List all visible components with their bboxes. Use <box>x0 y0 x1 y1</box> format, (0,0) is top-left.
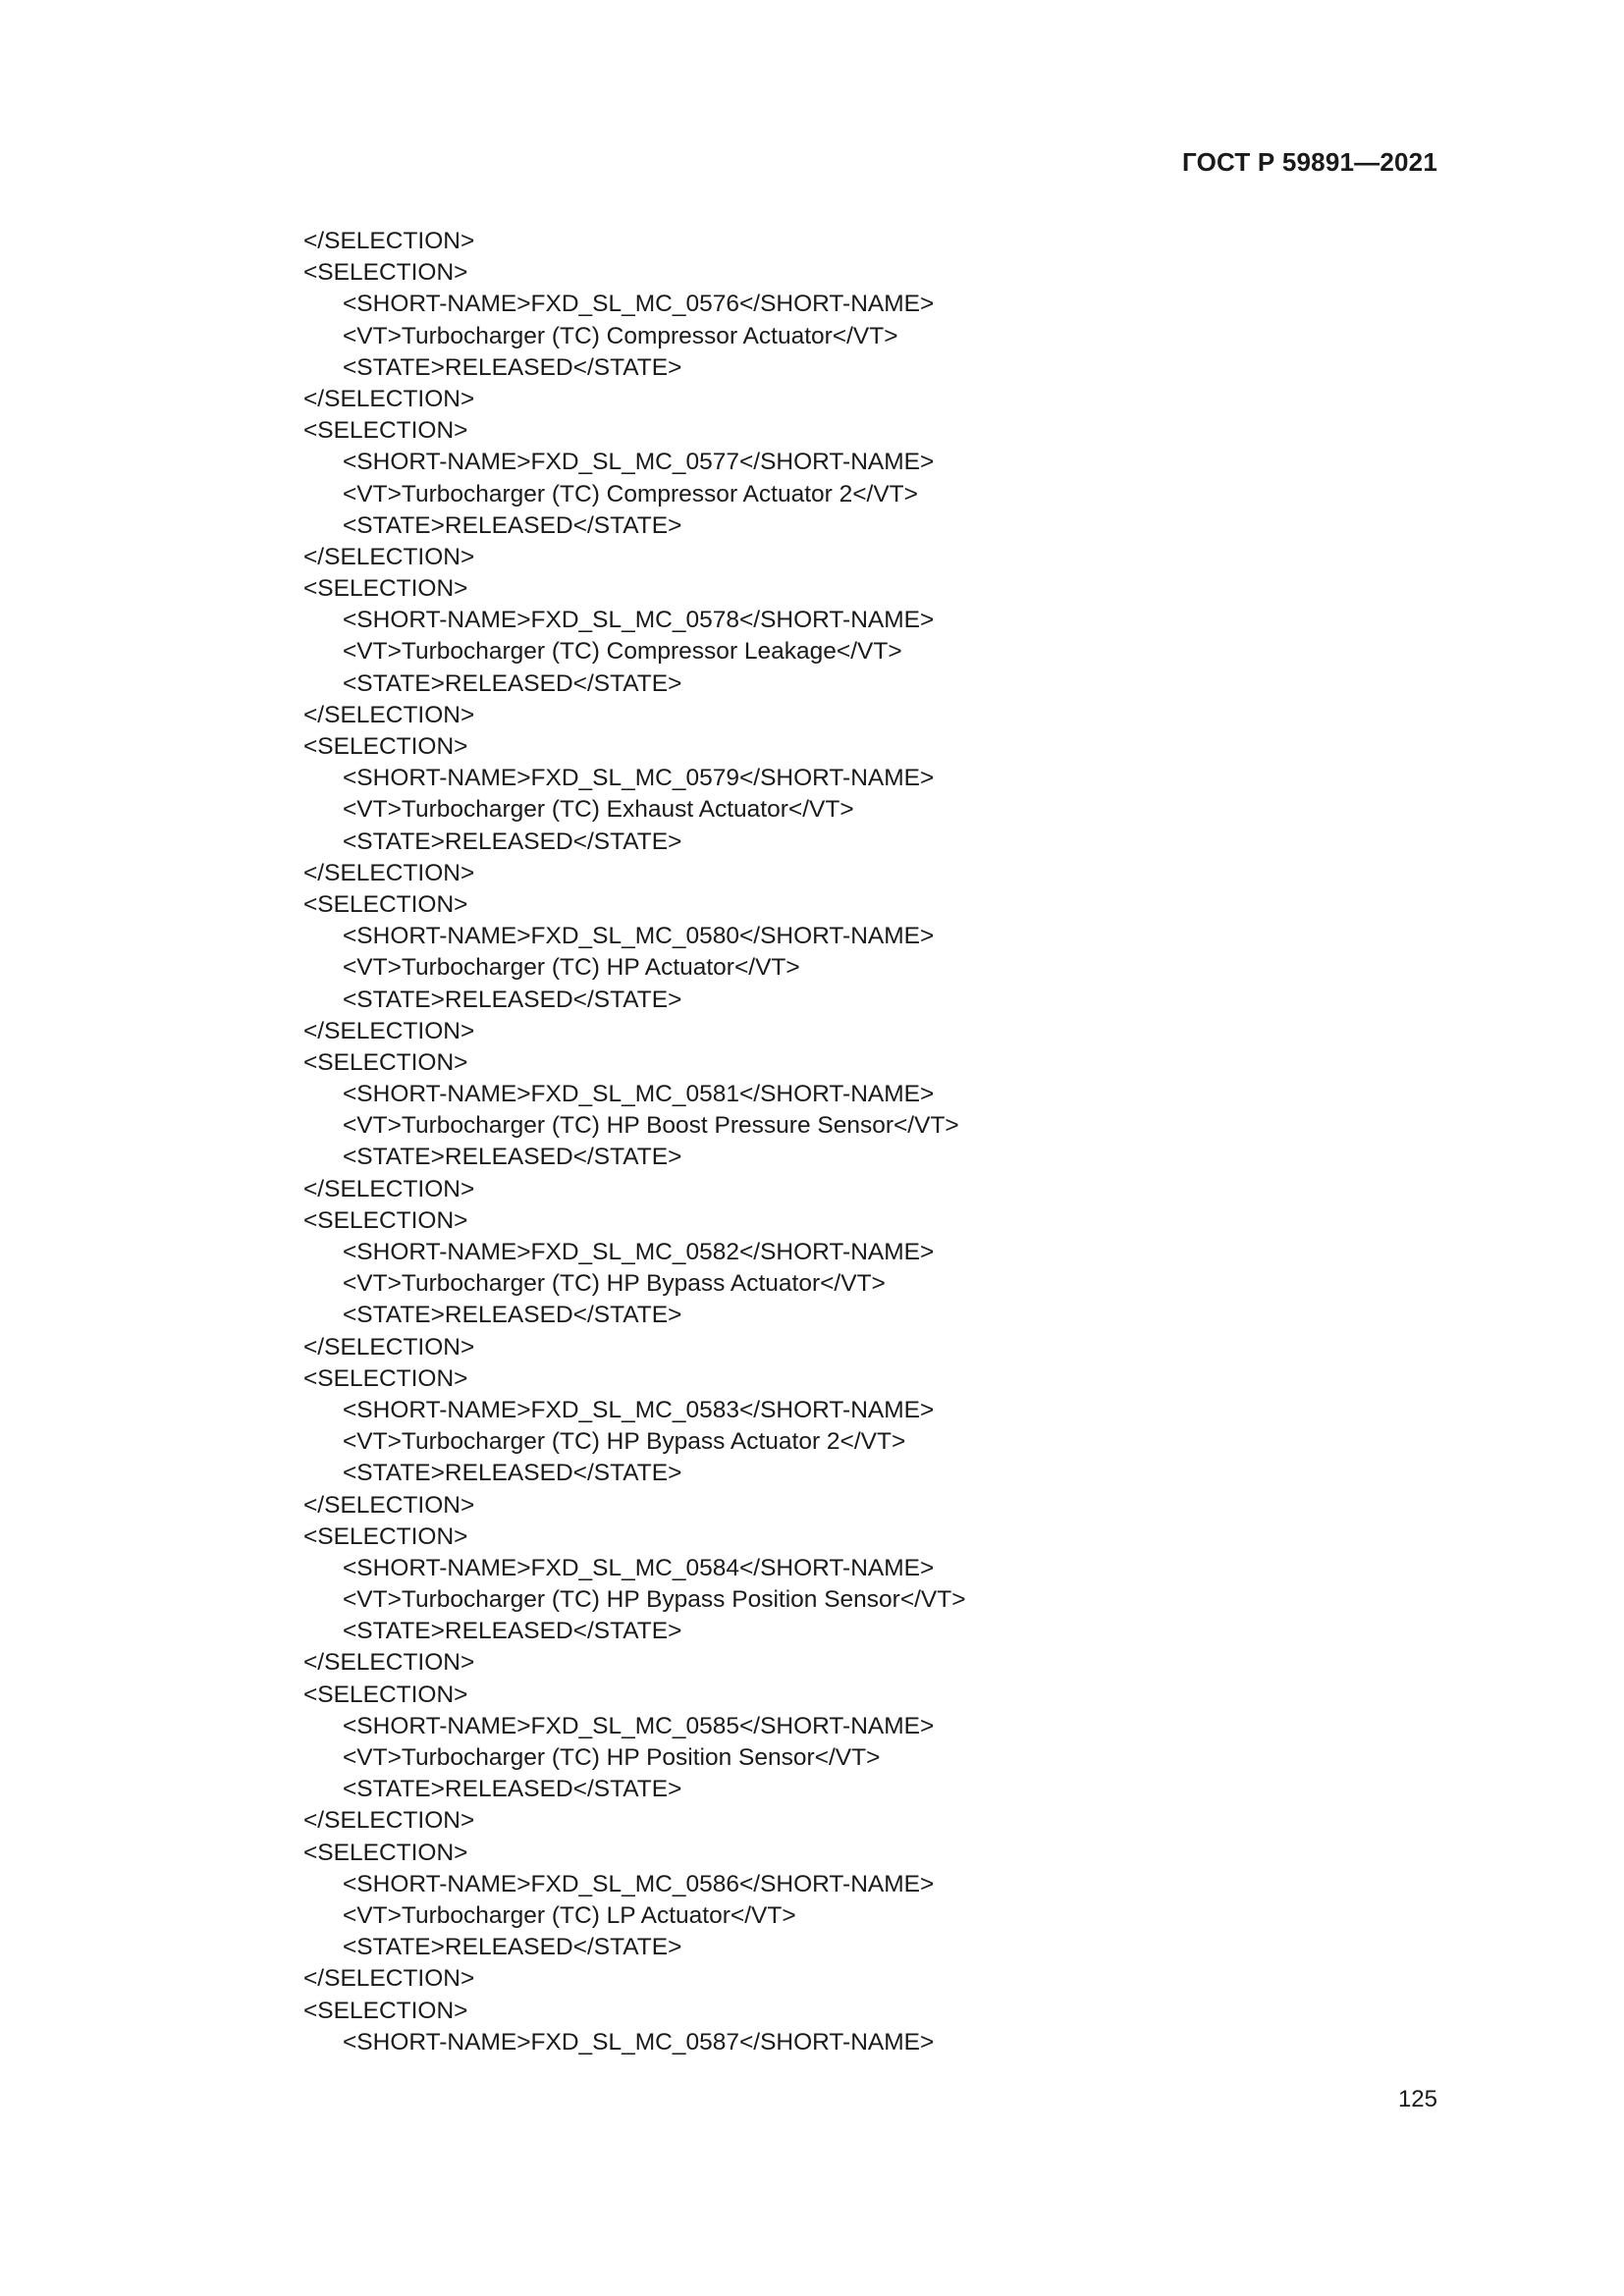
code-line: <VT>Turbocharger (TC) LP Actuator</VT> <box>343 1901 796 1929</box>
code-line: <VT>Turbocharger (TC) Compressor Leakage</VT> <box>343 638 902 666</box>
code-line: <SELECTION> <box>303 890 468 918</box>
code-line: <VT>Turbocharger (TC) HP Bypass Actuator 2</VT> <box>343 1428 906 1456</box>
code-line: </SELECTION> <box>303 1175 475 1202</box>
code-line: <SHORT-NAME>FXD_SL_MC_0584</SHORT-NAME> <box>343 1554 935 1581</box>
code-line: <STATE>RELEASED</STATE> <box>343 1618 682 1645</box>
code-line: <SHORT-NAME>FXD_SL_MC_0576</SHORT-NAME> <box>343 291 935 318</box>
code-line: <VT>Turbocharger (TC) HP Bypass Actuator</VT> <box>343 1270 886 1298</box>
code-line: </SELECTION> <box>303 1017 475 1044</box>
code-line: <SELECTION> <box>303 1206 468 1234</box>
code-line: <SHORT-NAME>FXD_SL_MC_0578</SHORT-NAME> <box>343 607 935 634</box>
code-line: </SELECTION> <box>303 1649 475 1677</box>
code-line: <SELECTION> <box>303 1364 468 1392</box>
code-line: <SHORT-NAME>FXD_SL_MC_0577</SHORT-NAME> <box>343 449 935 476</box>
code-line: <STATE>RELEASED</STATE> <box>343 1302 682 1329</box>
code-line: </SELECTION> <box>303 228 475 254</box>
code-line: <SELECTION> <box>303 417 468 445</box>
code-line: <STATE>RELEASED</STATE> <box>343 1934 682 1961</box>
code-line: <SHORT-NAME>FXD_SL_MC_0586</SHORT-NAME> <box>343 1870 935 1897</box>
code-line: </SELECTION> <box>303 385 475 412</box>
code-line: <SHORT-NAME>FXD_SL_MC_0580</SHORT-NAME> <box>343 923 935 950</box>
code-line: <SELECTION> <box>303 1048 468 1076</box>
code-line: <SHORT-NAME>FXD_SL_MC_0583</SHORT-NAME> <box>343 1396 935 1423</box>
code-line: <SELECTION> <box>303 1522 468 1550</box>
code-line: <VT>Turbocharger (TC) Compressor Actuator 2</VT> <box>343 480 918 507</box>
code-line: <SELECTION> <box>303 1997 468 2024</box>
code-line: </SELECTION> <box>303 859 475 886</box>
code-line: <SELECTION> <box>303 575 468 603</box>
code-line: <STATE>RELEASED</STATE> <box>343 1776 682 1803</box>
code-line: <SHORT-NAME>FXD_SL_MC_0582</SHORT-NAME> <box>343 1239 935 1265</box>
code-line: <VT>Turbocharger (TC) HP Position Sensor</VT> <box>343 1744 881 1771</box>
code-line: </SELECTION> <box>303 1491 475 1519</box>
code-line: <SELECTION> <box>303 1839 468 1866</box>
code-line: <VT>Turbocharger (TC) Compressor Actuator</VT> <box>343 322 898 349</box>
page-number: 125 <box>1397 2086 1437 2112</box>
code-line: </SELECTION> <box>303 543 475 570</box>
code-line: </SELECTION> <box>303 1965 475 1993</box>
code-line: <VT>Turbocharger (TC) HP Boost Pressure Sensor</VT> <box>343 1112 959 1140</box>
code-line: <STATE>RELEASED</STATE> <box>343 353 682 381</box>
code-line: <SHORT-NAME>FXD_SL_MC_0579</SHORT-NAME> <box>343 765 935 792</box>
code-line: <STATE>RELEASED</STATE> <box>343 669 682 697</box>
code-line: <SELECTION> <box>303 733 468 760</box>
code-line: <SHORT-NAME>FXD_SL_MC_0585</SHORT-NAME> <box>343 1712 935 1739</box>
xml-code-listing <box>303 226 1383 2058</box>
document-header-standard-id: ГОСТ Р 59891—2021 <box>1182 147 1437 177</box>
code-line: <VT>Turbocharger (TC) Exhaust Actuator</VT> <box>343 796 854 824</box>
code-line: <STATE>RELEASED</STATE> <box>343 511 682 539</box>
code-line: </SELECTION> <box>303 1333 475 1361</box>
code-line: <SHORT-NAME>FXD_SL_MC_0587</SHORT-NAME> <box>343 2028 935 2056</box>
code-line: <VT>Turbocharger (TC) HP Actuator</VT> <box>343 954 800 982</box>
code-line: <STATE>RELEASED</STATE> <box>343 1144 682 1171</box>
code-line: <STATE>RELEASED</STATE> <box>343 1460 682 1487</box>
code-line: <STATE>RELEASED</STATE> <box>343 828 682 855</box>
code-line: </SELECTION> <box>303 701 475 728</box>
code-line: </SELECTION> <box>303 1807 475 1835</box>
code-line: <SELECTION> <box>303 1681 468 1708</box>
code-line: <SELECTION> <box>303 259 468 287</box>
code-line: <STATE>RELEASED</STATE> <box>343 986 682 1013</box>
code-line: <VT>Turbocharger (TC) HP Bypass Position Sensor</VT> <box>343 1586 966 1614</box>
code-line: <SHORT-NAME>FXD_SL_MC_0581</SHORT-NAME> <box>343 1081 935 1108</box>
